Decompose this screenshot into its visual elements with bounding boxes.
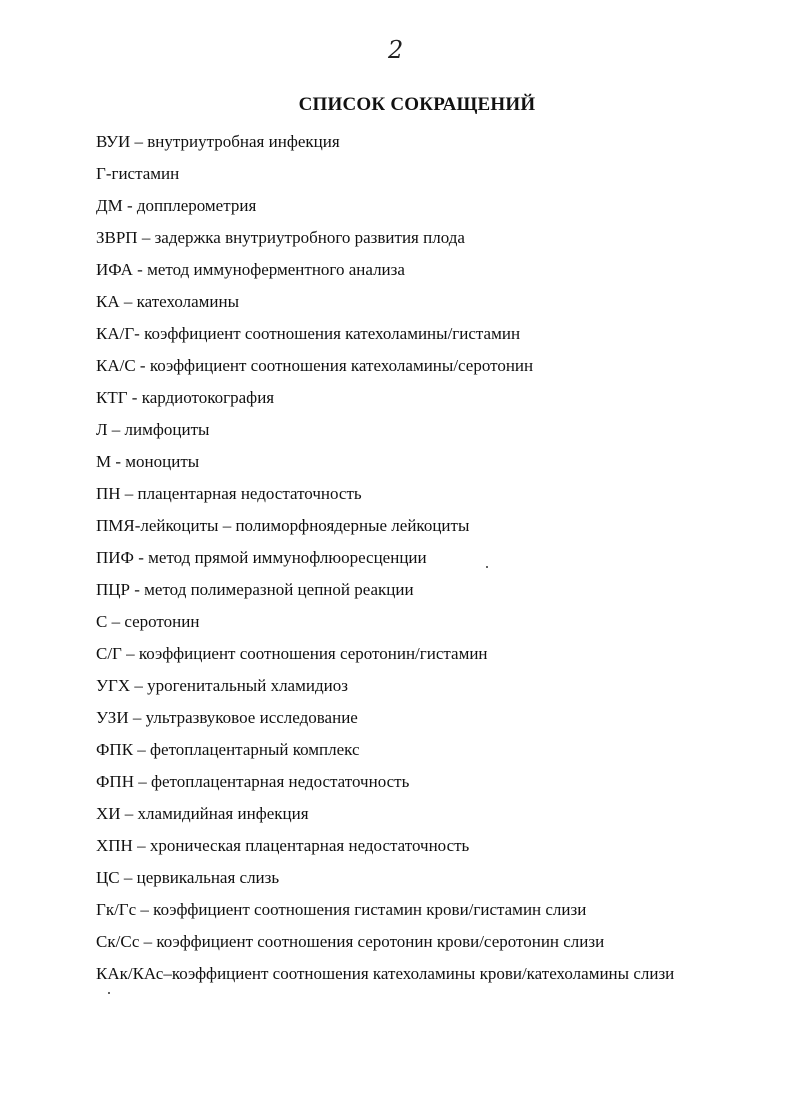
page-title: СПИСОК СОКРАЩЕНИЙ — [298, 94, 536, 115]
abbreviation-item: М - моноциты — [96, 452, 200, 471]
scan-speck — [486, 566, 488, 568]
abbreviation-item: ЗВРП – задержка внутриутробного развития плода — [96, 228, 465, 247]
abbreviation-item: С – серотонин — [96, 612, 200, 631]
abbreviation-item: Г-гистамин — [96, 164, 180, 183]
page-number: 2 — [388, 36, 404, 64]
abbreviation-item: ФПК – фетоплацентарный комплекс — [96, 740, 360, 759]
abbreviation-item: ФПН – фетоплацентарная недостаточность — [96, 772, 410, 791]
abbreviation-item: УГХ – урогенитальный хламидиоз — [96, 676, 348, 695]
abbreviation-item: ХПН – хроническая плацентарная недостаточность — [96, 836, 470, 855]
abbreviation-item: Гк/Гс – коэффициент соотношения гистамин крови/гистамин слизи — [96, 900, 587, 919]
abbreviation-item: Ск/Сс – коэффициент соотношения серотонин крови/серотонин слизи — [96, 932, 605, 951]
abbreviation-item: С/Г – коэффициент соотношения серотонин/гистамин — [96, 644, 488, 663]
abbreviation-item: ПИФ - метод прямой иммунофлюоресценции — [96, 548, 427, 567]
abbreviation-item: КА/Г- коэффициент соотношения катехоламины/гистамин — [96, 324, 521, 343]
abbreviation-item: ПМЯ-лейкоциты – полиморфноядерные лейкоциты — [96, 516, 470, 535]
abbreviation-item: ИФА - метод иммуноферментного анализа — [96, 260, 405, 279]
scan-speck — [108, 992, 110, 994]
abbreviation-list — [96, 126, 674, 990]
abbreviation-item: Л – лимфоциты — [96, 420, 210, 439]
abbreviation-item: ВУИ – внутриутробная инфекция — [96, 132, 340, 151]
abbreviation-item: УЗИ – ультразвуковое исследование — [96, 708, 358, 727]
abbreviation-item: КТГ - кардиотокография — [96, 388, 275, 407]
abbreviation-item: ПН – плацентарная недостаточность — [96, 484, 362, 503]
abbreviation-item: ЦС – цервикальная слизь — [96, 868, 280, 887]
abbreviation-item: КА/С - коэффициент соотношения катехоламины/серотонин — [96, 356, 534, 375]
abbreviation-item: ХИ – хламидийная инфекция — [96, 804, 309, 823]
abbreviation-item: КА – катехоламины — [96, 292, 240, 311]
abbreviation-item: ПЦР - метод полимеразной цепной реакции — [96, 580, 414, 599]
abbreviation-item: КАк/КАс–коэффициент соотношения катехоламины крови/катехоламины слизи — [96, 964, 675, 983]
abbreviation-item: ДМ - допплерометрия — [96, 196, 257, 215]
